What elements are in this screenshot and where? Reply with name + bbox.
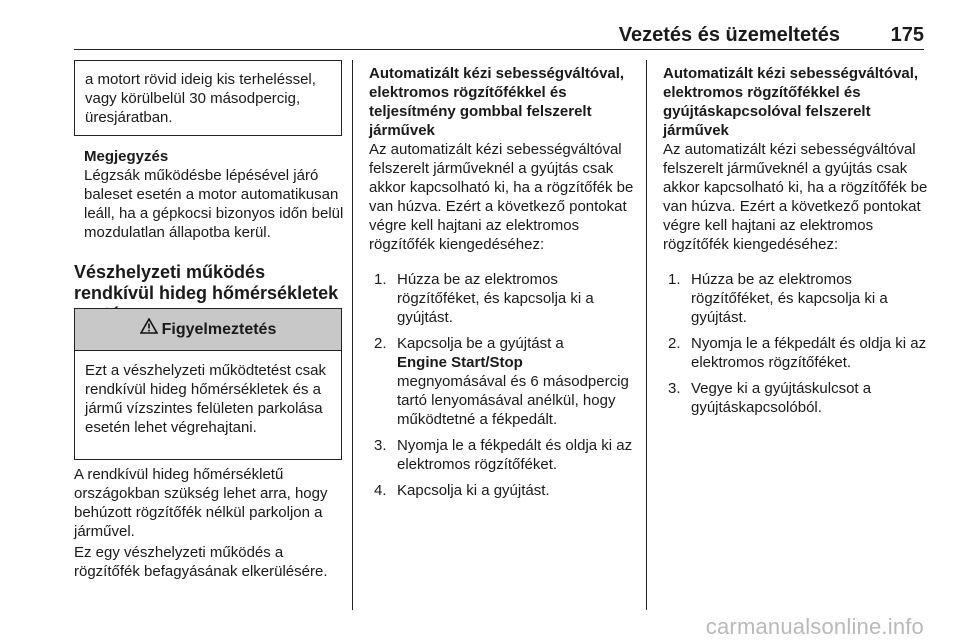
steps-list: [369, 270, 637, 507]
intro-paragraph: Az automatizált kézi sebességváltóval felszerelt járműveknél a gyújtás csak akkor kapcsolható ki, ha a rögzítőfék be van húzva. Ezért a következő pontokat végre kell hajtani az elektromos rögzítőfék kiengedéséhez:: [369, 141, 634, 253]
warning-triangle-icon: [140, 309, 158, 350]
note-title: Megjegyzés: [84, 148, 169, 165]
page-title: Vezetés és üzemeltetés: [618, 24, 840, 46]
warning-box: [74, 308, 342, 460]
page-number: 175: [890, 24, 924, 46]
warning-body: Ezt a vészhelyzeti működtetést csak rendkívül hideg hőmérsékletek és a jármű vízszintes felületen parkolása esetén lehet végrehajtani.: [85, 362, 326, 436]
paragraph: A rendkívül hideg hőmérsékletű országokban szükség lehet arra, hogy behúzott rögzítőfék nélkül parkoljon a járművel.: [74, 466, 328, 540]
section-heading: Vészhelyzeti működés rendkívül hideg hőmérsékletek: [74, 262, 339, 303]
intro-paragraph: Az automatizált kézi sebességváltóval felszerelt járműveknél a gyújtás csak akkor kapcsolható ki, ha a rögzítőfék be van húzva. Ezért a következő pontokat végre kell hajtani az elektromos rögzítőfék kiengedéséhez:: [663, 141, 928, 253]
list-item: 2. Nyomja le a fékpedált és oldja ki az elektromos rögzítőféket.: [668, 335, 927, 371]
section-heading: Automatizált kézi sebességváltóval, elektromos rögzítőfékkel és teljesítmény gombbal felszerelt járművek: [369, 65, 625, 139]
list-item: 2. Kapcsolja be a gyújtást a Engine Start/Stop megnyomásával és 6 másodpercig tartó lenyomásával anélkül, hogy működtetné a fékpedált.: [374, 335, 629, 428]
paragraph: Ez egy vészhelyzeti működés a rögzítőfék befagyásának elkerülésére.: [74, 544, 328, 580]
page-header: [74, 24, 932, 46]
warning-label: Figyelmeztetés: [161, 321, 277, 338]
list-item: 3. Nyomja le a fékpedált és oldja ki az elektromos rögzítőféket.: [374, 437, 633, 473]
list-item: 1. Húzza be az elektromos rögzítőféket, és kapcsolja ki a gyújtást.: [668, 271, 888, 326]
watermark: carmanualsonline.info: [705, 614, 924, 639]
steps-list: [663, 270, 931, 424]
column-divider: [352, 60, 353, 610]
continued-text-box: [74, 60, 342, 136]
warning-header: [75, 309, 341, 351]
list-item: 4. Kapcsolja ki a gyújtást.: [374, 482, 550, 499]
header-rule: [74, 49, 924, 50]
column-divider: [646, 60, 647, 610]
section-heading: Automatizált kézi sebességváltóval, elektromos rögzítőfékkel és gyújtáskapcsolóval felszerelt járművek: [663, 65, 919, 139]
note-body: Légzsák működésbe lépésével járó baleset esetén a motor automatikusan leáll, ha a gépkocsi bizonyos időn belül mozdulatlan állapotba kerül.: [84, 167, 344, 241]
list-item: 1. Húzza be az elektromos rögzítőféket, és kapcsolja ki a gyújtást.: [374, 271, 594, 326]
box-text: a motort rövid ideig kis terheléssel, vagy körülbelül 30 másodpercig, üresjáratban.: [85, 71, 316, 126]
list-item: 3. Vegye ki a gyújtáskulcsot a gyújtáskapcsolóból.: [668, 380, 872, 416]
